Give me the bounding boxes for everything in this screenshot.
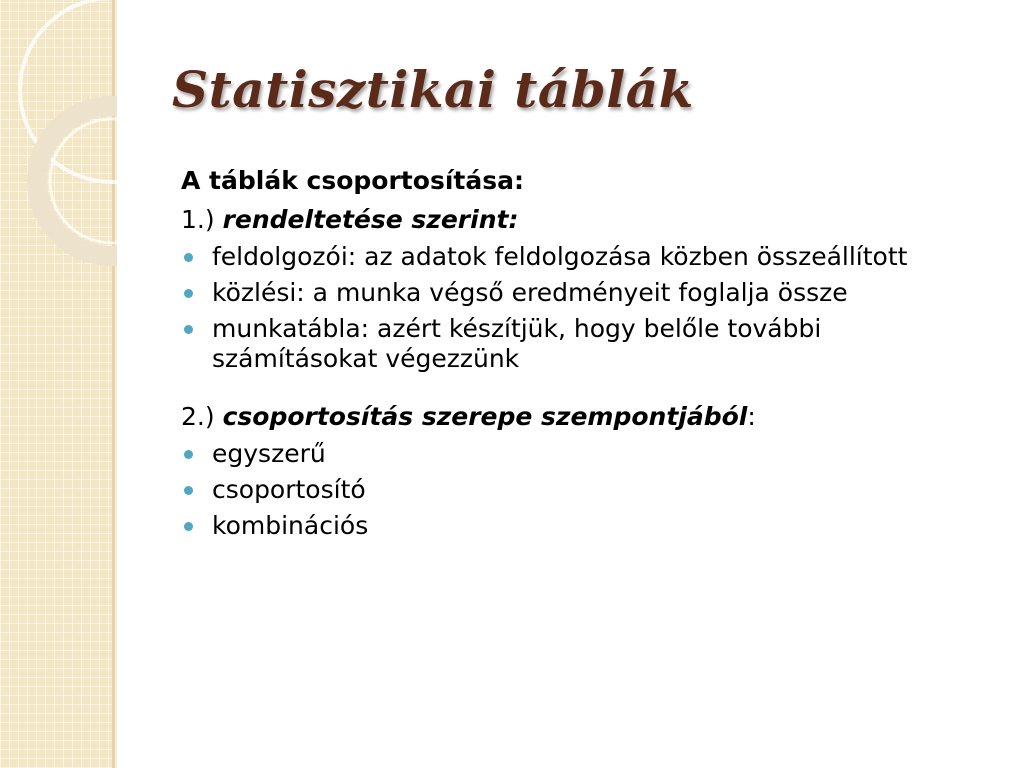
content-heading: A táblák csoportosítása: [181, 166, 524, 195]
list-item-text: feldolgozói: az adatok feldolgozása közben összeállított [212, 242, 908, 271]
list-item-text: kombinációs [212, 511, 369, 540]
bullet-icon [184, 289, 193, 298]
list-item [181, 278, 981, 308]
list-item-text: közlési: a munka végső eredményeit foglalja össze [212, 278, 848, 307]
section-2-suffix: : [747, 402, 756, 431]
section-1-label: rendeltetése szerint: [222, 205, 519, 234]
list-item [181, 475, 981, 505]
section-1-list [181, 242, 981, 374]
section-2-number: 2.) [181, 402, 215, 431]
list-item [181, 439, 981, 469]
bullet-icon [184, 450, 193, 459]
list-item [181, 511, 981, 541]
section-1-number: 1.) [181, 205, 215, 234]
list-item [181, 242, 981, 272]
list-item-text: csoportosító [212, 475, 366, 504]
section-2-header [181, 400, 981, 433]
slide-content [181, 164, 981, 547]
bullet-icon [184, 325, 193, 334]
slide-title: Statisztikai táblák [172, 60, 694, 119]
bullet-icon [184, 522, 193, 531]
section-1-header [181, 203, 981, 236]
bullet-icon [184, 486, 193, 495]
bullet-icon [184, 253, 193, 262]
section-2-list [181, 439, 981, 541]
list-item [181, 314, 981, 374]
list-item-text: munkatábla: azért készítjük, hogy belőle további számításokat végezzünk [212, 314, 822, 373]
list-item-text: egyszerű [212, 439, 326, 468]
section-2-label: csoportosítás szerepe szempontjából [222, 402, 748, 431]
decorative-circles [0, 0, 117, 768]
